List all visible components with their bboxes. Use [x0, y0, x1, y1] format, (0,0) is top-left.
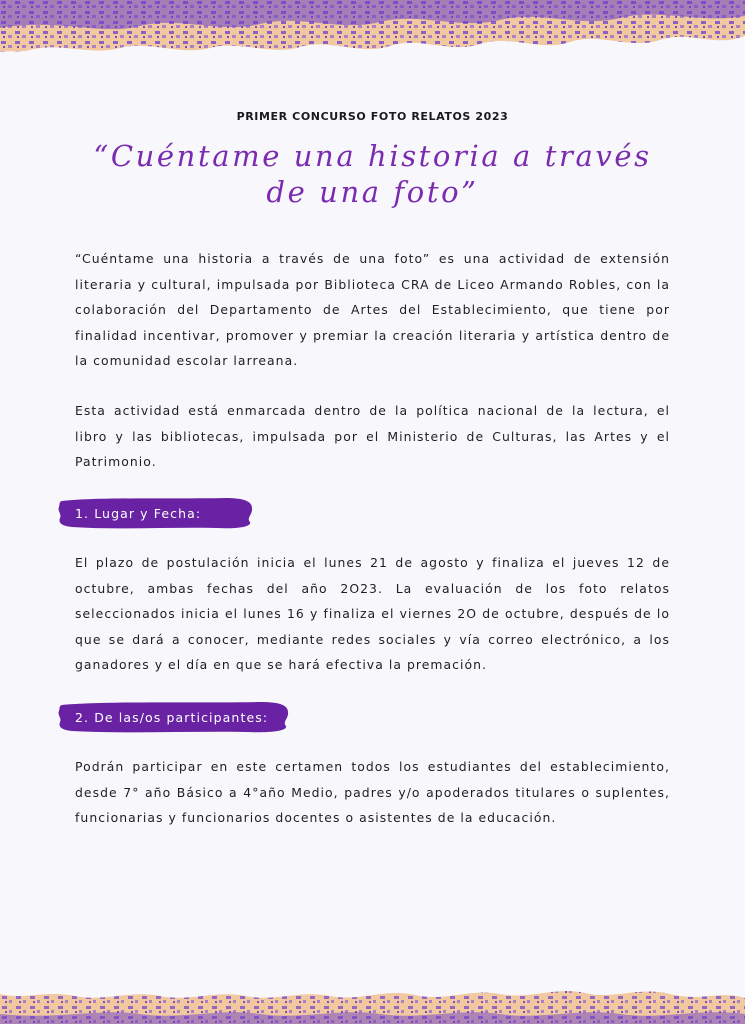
contest-subtitle: PRIMER CONCURSO FOTO RELATOS 2023 — [236, 110, 509, 123]
section-body-2: Podrán participar en este certamen todos los estudiantes del establecimiento, desde 7° año Básico a 4°año Medio, padres y/o apoderados titulares o suplentes, funcionarias y funcionarios docentes o asistentes de la educación. — [75, 759, 670, 825]
bottom-decorative-border — [0, 984, 745, 1024]
section-heading-pill-1 — [56, 496, 254, 530]
top-decorative-border — [0, 0, 745, 62]
section-heading-pill-2 — [56, 700, 290, 734]
section-body-1: El plazo de postulación inicia el lunes 21 de agosto y finaliza el jueves 12 de octubre, ambas fechas del año 2O23. La evaluación de los foto relatos seleccionados inicia el lunes 16 y finaliza el viernes 2O de octubre, después de lo que se dará a conocer, mediante redes sociales y vía correo electrónico, a los ganadores y el día en que se hará efectiva la premación. — [75, 555, 670, 672]
section-heading-2: 2. De las/os participantes: — [75, 709, 269, 725]
section-heading-1: 1. Lugar y Fecha: — [75, 505, 202, 521]
intro-paragraph-1: “Cuéntame una historia a través de una foto” es una actividad de extensión literaria y cultural, impulsada por Biblioteca CRA de Liceo Armando Robles, con la colaboración del Departamento de Artes del Establecimiento, que tiene por finalidad incentivar, promover y premiar la creación literaria y artística dentro de la comunidad escolar larreana. — [75, 251, 670, 368]
page-title: “Cuéntame una historia a través de una foto” — [93, 139, 652, 209]
intro-paragraph-2: Esta actividad está enmarcada dentro de la política nacional de la lectura, el libro y las bibliotecas, impulsada por el Ministerio de Culturas, las Artes y el Patrimonio. — [75, 403, 670, 469]
